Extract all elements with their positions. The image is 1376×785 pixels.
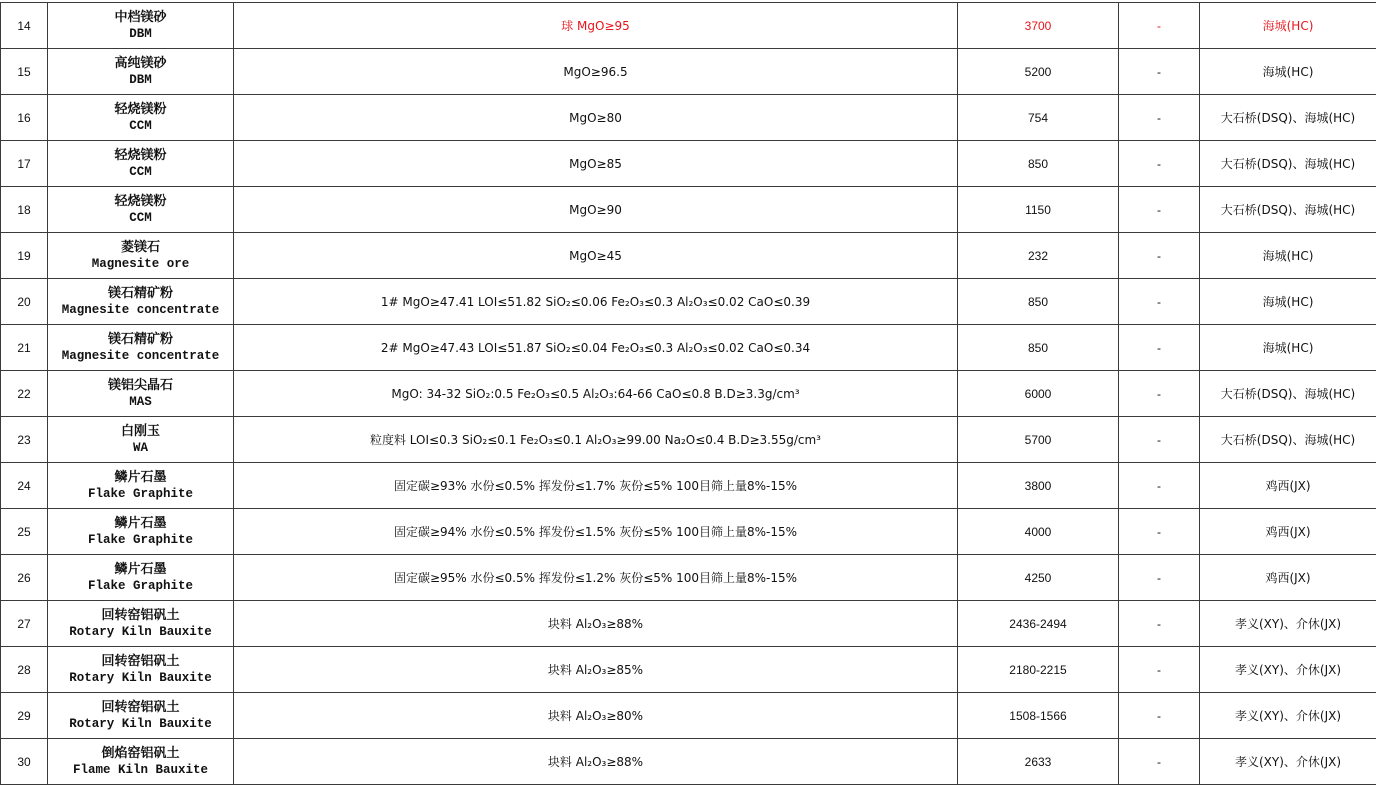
product-spec: MgO: 34-32 SiO₂:0.5 Fe₂O₃≤0.5 Al₂O₃:64-66 CaO≤0.8 B.D≥3.3g/cm³ <box>234 371 958 417</box>
price-change: - <box>1119 739 1200 785</box>
product-name-cell <box>48 693 234 739</box>
product-spec: MgO≥80 <box>234 95 958 141</box>
row-number: 24 <box>1 463 48 509</box>
product-name-cell <box>48 233 234 279</box>
product-spec: 固定碳≥94% 水份≤0.5% 挥发份≤1.5% 灰份≤5% 100目筛上量8%-15% <box>234 509 958 555</box>
product-name-cell <box>48 49 234 95</box>
product-origin: 海城(HC) <box>1200 49 1376 95</box>
price-change: - <box>1119 371 1200 417</box>
table-row <box>1 141 1376 187</box>
product-name-en: Magnesite concentrate <box>48 348 233 365</box>
product-name-en: Rotary Kiln Bauxite <box>48 670 233 687</box>
product-name-en: WA <box>48 440 233 457</box>
product-origin: 大石桥(DSQ)、海城(HC) <box>1200 187 1376 233</box>
product-spec: MgO≥90 <box>234 187 958 233</box>
product-name-en: Flake Graphite <box>48 532 233 549</box>
product-name-en: Flake Graphite <box>48 486 233 503</box>
product-name-zh: 镁石精矿粉 <box>48 285 233 302</box>
product-name-en: Rotary Kiln Bauxite <box>48 716 233 733</box>
product-origin: 海城(HC) <box>1200 279 1376 325</box>
table-row <box>1 95 1376 141</box>
price-table <box>0 2 1376 785</box>
row-number: 29 <box>1 693 48 739</box>
table-row <box>1 3 1376 49</box>
product-name-en: Flake Graphite <box>48 578 233 595</box>
product-price: 2436-2494 <box>958 601 1119 647</box>
row-number: 18 <box>1 187 48 233</box>
price-change: - <box>1119 693 1200 739</box>
table-row <box>1 555 1376 601</box>
product-spec: 2# MgO≥47.43 LOI≤51.87 SiO₂≤0.04 Fe₂O₃≤0.3 Al₂O₃≤0.02 CaO≤0.34 <box>234 325 958 371</box>
product-price: 5200 <box>958 49 1119 95</box>
product-name-zh: 中档镁砂 <box>48 9 233 26</box>
product-name-en: DBM <box>48 72 233 89</box>
row-number: 20 <box>1 279 48 325</box>
product-origin: 鸡西(JX) <box>1200 509 1376 555</box>
table-row <box>1 463 1376 509</box>
product-name-zh: 镁铝尖晶石 <box>48 377 233 394</box>
table-row <box>1 325 1376 371</box>
product-spec: 球 MgO≥95 <box>234 3 958 49</box>
product-origin: 大石桥(DSQ)、海城(HC) <box>1200 371 1376 417</box>
product-name-zh: 轻烧镁粉 <box>48 101 233 118</box>
product-name-zh: 回转窑铝矾土 <box>48 699 233 716</box>
product-name-cell <box>48 141 234 187</box>
row-number: 15 <box>1 49 48 95</box>
row-number: 28 <box>1 647 48 693</box>
table-row <box>1 187 1376 233</box>
product-spec: MgO≥85 <box>234 141 958 187</box>
product-name-zh: 鳞片石墨 <box>48 561 233 578</box>
product-name-en: Rotary Kiln Bauxite <box>48 624 233 641</box>
product-name-cell <box>48 95 234 141</box>
product-name-cell <box>48 371 234 417</box>
product-spec: 块料 Al₂O₃≥88% <box>234 739 958 785</box>
product-origin: 海城(HC) <box>1200 3 1376 49</box>
product-origin: 鸡西(JX) <box>1200 555 1376 601</box>
row-number: 25 <box>1 509 48 555</box>
table-row <box>1 739 1376 785</box>
product-price: 1150 <box>958 187 1119 233</box>
product-origin: 大石桥(DSQ)、海城(HC) <box>1200 141 1376 187</box>
product-name-cell <box>48 325 234 371</box>
row-number: 22 <box>1 371 48 417</box>
product-name-zh: 高纯镁砂 <box>48 55 233 72</box>
row-number: 26 <box>1 555 48 601</box>
table-row <box>1 601 1376 647</box>
price-change: - <box>1119 555 1200 601</box>
product-price: 3700 <box>958 3 1119 49</box>
product-name-en: CCM <box>48 210 233 227</box>
price-change: - <box>1119 647 1200 693</box>
product-price: 5700 <box>958 417 1119 463</box>
product-name-en: Flame Kiln Bauxite <box>48 762 233 779</box>
product-name-cell <box>48 647 234 693</box>
product-price: 4250 <box>958 555 1119 601</box>
table-body <box>1 3 1376 785</box>
product-name-zh: 鳞片石墨 <box>48 469 233 486</box>
product-price: 850 <box>958 279 1119 325</box>
product-price: 2633 <box>958 739 1119 785</box>
product-name-cell <box>48 601 234 647</box>
product-spec: 块料 Al₂O₃≥80% <box>234 693 958 739</box>
row-number: 27 <box>1 601 48 647</box>
price-change: - <box>1119 601 1200 647</box>
product-price: 3800 <box>958 463 1119 509</box>
product-origin: 孝义(XY)、介休(JX) <box>1200 693 1376 739</box>
product-name-cell <box>48 3 234 49</box>
product-origin: 大石桥(DSQ)、海城(HC) <box>1200 95 1376 141</box>
product-origin: 孝义(XY)、介休(JX) <box>1200 601 1376 647</box>
product-name-en: Magnesite ore <box>48 256 233 273</box>
row-number: 19 <box>1 233 48 279</box>
product-name-cell <box>48 555 234 601</box>
product-name-zh: 轻烧镁粉 <box>48 147 233 164</box>
product-name-cell <box>48 279 234 325</box>
product-name-en: DBM <box>48 26 233 43</box>
price-change: - <box>1119 233 1200 279</box>
product-price: 1508-1566 <box>958 693 1119 739</box>
product-name-zh: 倒焰窑铝矾土 <box>48 745 233 762</box>
product-name-zh: 鳞片石墨 <box>48 515 233 532</box>
product-spec: 固定碳≥93% 水份≤0.5% 挥发份≤1.7% 灰份≤5% 100目筛上量8%-15% <box>234 463 958 509</box>
table-row <box>1 233 1376 279</box>
product-spec: 粒度料 LOI≤0.3 SiO₂≤0.1 Fe₂O₃≤0.1 Al₂O₃≥99.00 Na₂O≤0.4 B.D≥3.55g/cm³ <box>234 417 958 463</box>
price-change: - <box>1119 3 1200 49</box>
price-change: - <box>1119 49 1200 95</box>
table-row <box>1 509 1376 555</box>
price-change: - <box>1119 95 1200 141</box>
product-name-en: CCM <box>48 118 233 135</box>
product-spec: 块料 Al₂O₃≥88% <box>234 601 958 647</box>
product-name-cell <box>48 509 234 555</box>
product-price: 850 <box>958 141 1119 187</box>
product-spec: 固定碳≥95% 水份≤0.5% 挥发份≤1.2% 灰份≤5% 100目筛上量8%-15% <box>234 555 958 601</box>
price-change: - <box>1119 187 1200 233</box>
product-origin: 鸡西(JX) <box>1200 463 1376 509</box>
product-name-cell <box>48 187 234 233</box>
product-name-zh: 回转窑铝矾土 <box>48 607 233 624</box>
product-name-cell <box>48 739 234 785</box>
product-spec: MgO≥45 <box>234 233 958 279</box>
product-name-en: CCM <box>48 164 233 181</box>
row-number: 21 <box>1 325 48 371</box>
product-price: 754 <box>958 95 1119 141</box>
price-change: - <box>1119 417 1200 463</box>
row-number: 23 <box>1 417 48 463</box>
product-name-zh: 镁石精矿粉 <box>48 331 233 348</box>
price-change: - <box>1119 463 1200 509</box>
product-spec: 块料 Al₂O₃≥85% <box>234 647 958 693</box>
product-price: 2180-2215 <box>958 647 1119 693</box>
table-row <box>1 417 1376 463</box>
row-number: 30 <box>1 739 48 785</box>
row-number: 14 <box>1 3 48 49</box>
product-origin: 孝义(XY)、介休(JX) <box>1200 647 1376 693</box>
product-spec: MgO≥96.5 <box>234 49 958 95</box>
row-number: 16 <box>1 95 48 141</box>
price-change: - <box>1119 509 1200 555</box>
table-row <box>1 371 1376 417</box>
row-number: 17 <box>1 141 48 187</box>
table-row <box>1 647 1376 693</box>
product-origin: 海城(HC) <box>1200 325 1376 371</box>
product-origin: 孝义(XY)、介休(JX) <box>1200 739 1376 785</box>
product-name-en: Magnesite concentrate <box>48 302 233 319</box>
table-row <box>1 49 1376 95</box>
product-name-zh: 白刚玉 <box>48 423 233 440</box>
product-origin: 海城(HC) <box>1200 233 1376 279</box>
product-name-en: MAS <box>48 394 233 411</box>
product-name-cell <box>48 463 234 509</box>
product-price: 4000 <box>958 509 1119 555</box>
product-origin: 大石桥(DSQ)、海城(HC) <box>1200 417 1376 463</box>
price-change: - <box>1119 325 1200 371</box>
product-name-cell <box>48 417 234 463</box>
product-name-zh: 回转窑铝矾土 <box>48 653 233 670</box>
product-name-zh: 菱镁石 <box>48 239 233 256</box>
product-price: 232 <box>958 233 1119 279</box>
product-name-zh: 轻烧镁粉 <box>48 193 233 210</box>
product-spec: 1# MgO≥47.41 LOI≤51.82 SiO₂≤0.06 Fe₂O₃≤0.3 Al₂O₃≤0.02 CaO≤0.39 <box>234 279 958 325</box>
price-change: - <box>1119 141 1200 187</box>
table-row <box>1 279 1376 325</box>
price-change: - <box>1119 279 1200 325</box>
table-row <box>1 693 1376 739</box>
product-price: 6000 <box>958 371 1119 417</box>
product-price: 850 <box>958 325 1119 371</box>
